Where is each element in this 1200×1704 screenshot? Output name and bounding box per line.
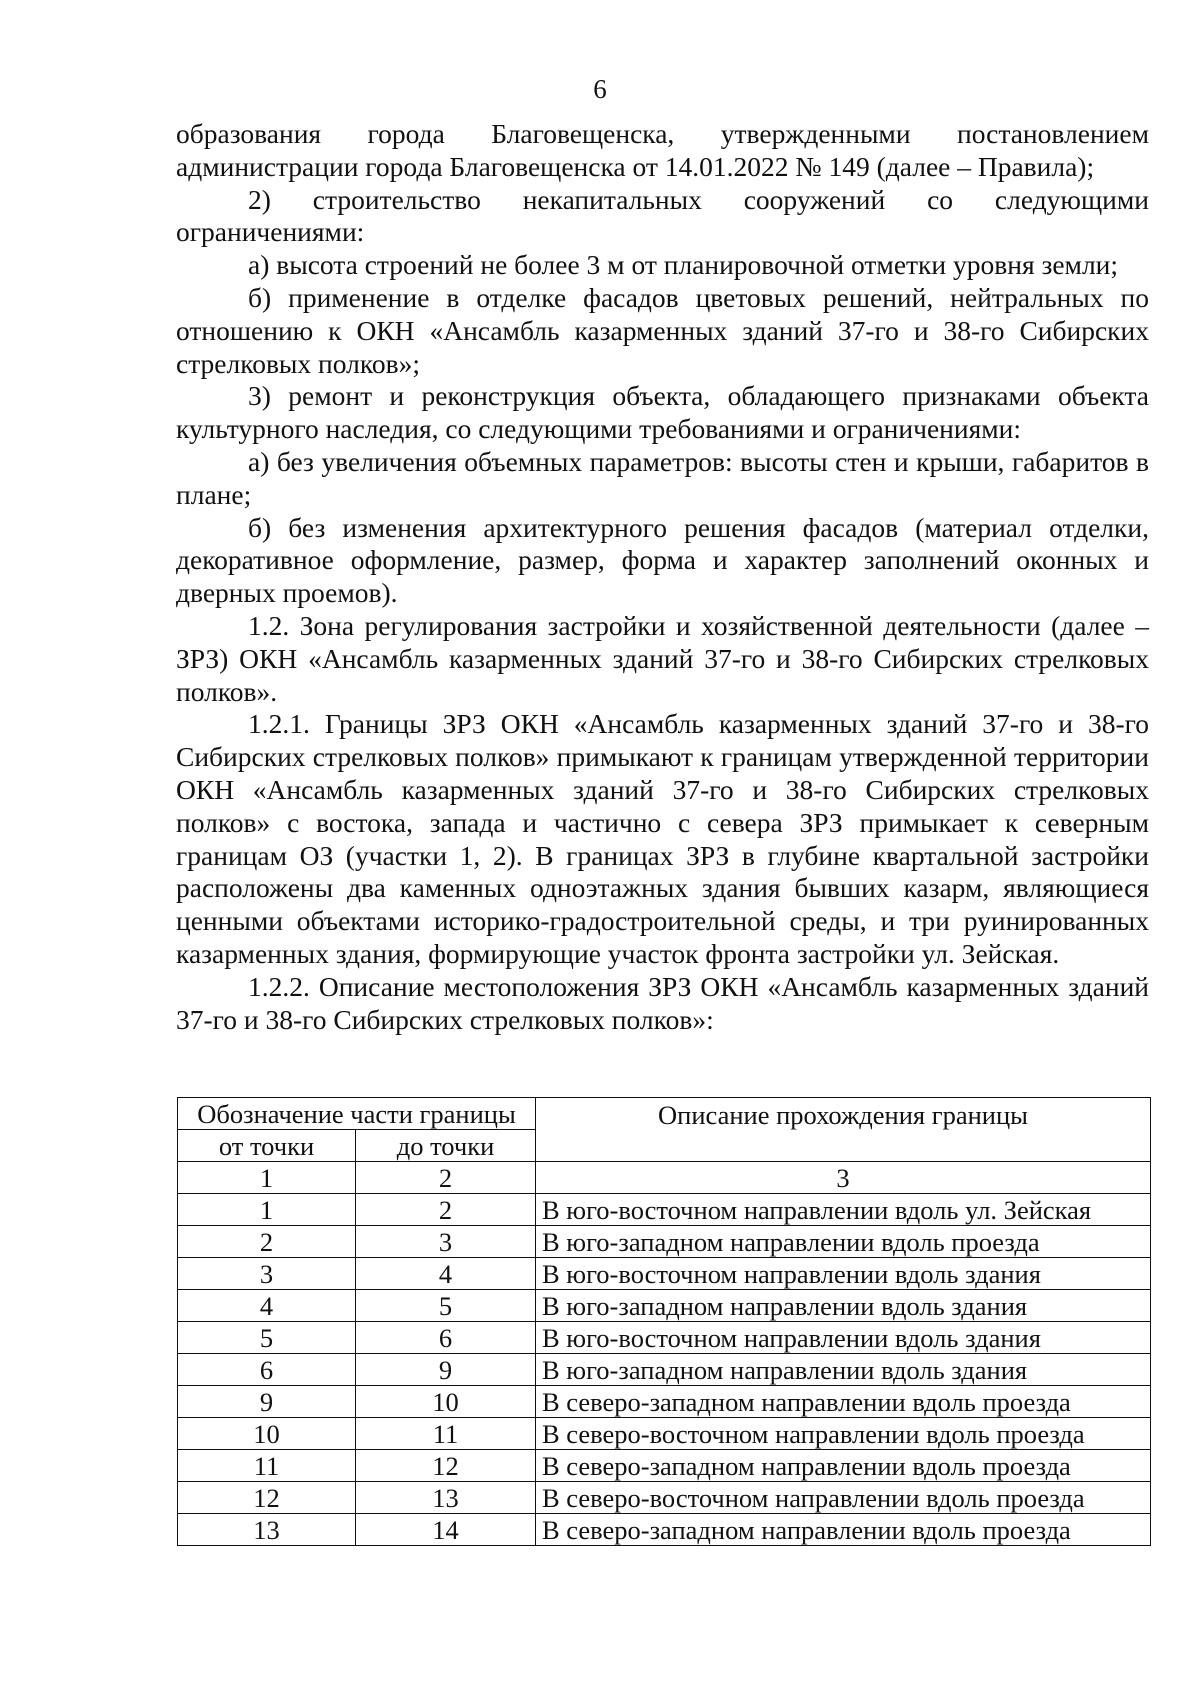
header-description: Описание прохождения границы: [536, 1098, 1151, 1162]
to-point-cell: 13: [356, 1482, 536, 1514]
to-point-cell: 3: [356, 1226, 536, 1258]
description-cell: В северо-западном направлении вдоль проезда: [536, 1450, 1151, 1482]
description-cell: В северо-восточном направлении вдоль проезда: [536, 1418, 1151, 1450]
description-cell: В юго-восточном направлении вдоль ул. Зейская: [536, 1194, 1151, 1226]
from-point-cell: 11: [178, 1450, 356, 1482]
to-point-cell: 10: [356, 1386, 536, 1418]
table-row: [178, 1290, 1151, 1322]
from-point-cell: 1: [178, 1194, 356, 1226]
paragraph: 2) строительство некапитальных сооружений со следующими ограничениями:: [176, 183, 1149, 248]
to-point-cell: 9: [356, 1354, 536, 1386]
paragraph: 3) ремонт и реконструкция объекта, обладающего признаками объекта культурного наследия, со следующими требованиями и ограничениями:: [176, 380, 1149, 445]
paragraph: 1.2.1. Границы ЗРЗ ОКН «Ансамбль казарменных зданий 37-го и 38-го Сибирских стрелковых полков» примыкают к границам утвержденной территории ОКН «Ансамбль казарменных зданий 37-го и 38-го Сибирских стрелковых полков» с востока, запада и частично с севера ЗРЗ примыкает к северным границам ОЗ (участки 1, 2). В границах ЗРЗ в глубине квартальной застройки расположены два каменных одноэтажных здания бывших казарм, являющиеся ценными объектами историко-градостроительной среды, и три руинированных казарменных здания, формирующие участок фронта застройки ул. Зейская.: [176, 708, 1149, 969]
table-row: [178, 1194, 1151, 1226]
paragraph: а) без увеличения объемных параметров: высоты стен и крыши, габаритов в плане;: [176, 445, 1149, 510]
from-point-cell: 5: [178, 1322, 356, 1354]
description-cell: В северо-восточном направлении вдоль проезда: [536, 1482, 1151, 1514]
paragraph: б) применение в отделке фасадов цветовых решений, нейтральных по отношению к ОКН «Ансамбль казарменных зданий 37-го и 38-го Сибирских стрелковых полков»;: [176, 281, 1149, 379]
description-cell: В юго-восточном направлении вдоль здания: [536, 1258, 1151, 1290]
header-to-point: до точки: [356, 1130, 536, 1162]
to-point-cell: 5: [356, 1290, 536, 1322]
to-point-cell: 6: [356, 1322, 536, 1354]
header-boundary-part: Обозначение части границы: [178, 1098, 536, 1130]
to-point-cell: 14: [356, 1514, 536, 1546]
page-number: 6: [593, 74, 607, 104]
paragraph: 1.2. Зона регулирования застройки и хозяйственной деятельности (далее – ЗРЗ) ОКН «Ансамбль казарменных зданий 37-го и 38-го Сибирских стрелковых полков».: [176, 609, 1149, 707]
column-number: 3: [536, 1162, 1151, 1194]
from-point-cell: 3: [178, 1258, 356, 1290]
description-cell: В юго-западном направлении вдоль проезда: [536, 1226, 1151, 1258]
description-cell: В северо-западном направлении вдоль проезда: [536, 1514, 1151, 1546]
table-row: [178, 1322, 1151, 1354]
to-point-cell: 11: [356, 1418, 536, 1450]
to-point-cell: 4: [356, 1258, 536, 1290]
description-cell: В юго-западном направлении вдоль здания: [536, 1290, 1151, 1322]
column-number-row: [178, 1162, 1151, 1194]
from-point-cell: 10: [178, 1418, 356, 1450]
table-row: [178, 1482, 1151, 1514]
description-cell: В юго-западном направлении вдоль здания: [536, 1354, 1151, 1386]
table-row: [178, 1418, 1151, 1450]
from-point-cell: 9: [178, 1386, 356, 1418]
paragraph: а) высота строений не более 3 м от планировочной отметки уровня земли;: [248, 249, 1119, 281]
table-row: [178, 1450, 1151, 1482]
column-number: 2: [356, 1162, 536, 1194]
table-header-row: [178, 1098, 1151, 1130]
table-row: [178, 1514, 1151, 1546]
to-point-cell: 12: [356, 1450, 536, 1482]
table-row: [178, 1354, 1151, 1386]
document-body: [176, 118, 1149, 1036]
from-point-cell: 6: [178, 1354, 356, 1386]
from-point-cell: 2: [178, 1226, 356, 1258]
description-cell: В северо-западном направлении вдоль проезда: [536, 1386, 1151, 1418]
table-row: [178, 1386, 1151, 1418]
paragraph: образования города Благовещенска, утвержденными постановлением администрации города Благовещенска от 14.01.2022 № 149 (далее – Правила);: [176, 118, 1149, 182]
boundary-table: [177, 1097, 1151, 1546]
column-number: 1: [178, 1162, 356, 1194]
to-point-cell: 2: [356, 1194, 536, 1226]
boundary-table-wrapper: [177, 1097, 1150, 1546]
from-point-cell: 12: [178, 1482, 356, 1514]
table-row: [178, 1226, 1151, 1258]
table-row: [178, 1258, 1151, 1290]
header-from-point: от точки: [178, 1130, 356, 1162]
description-cell: В юго-восточном направлении вдоль здания: [536, 1322, 1151, 1354]
paragraph: 1.2.2. Описание местоположения ЗРЗ ОКН «Ансамбль казарменных зданий 37-го и 38-го Сибирских стрелковых полков»:: [176, 970, 1149, 1035]
from-point-cell: 4: [178, 1290, 356, 1322]
from-point-cell: 13: [178, 1514, 356, 1546]
paragraph: б) без изменения архитектурного решения фасадов (материал отделки, декоративное оформление, размер, форма и характер заполнений оконных и дверных проемов).: [176, 511, 1149, 609]
